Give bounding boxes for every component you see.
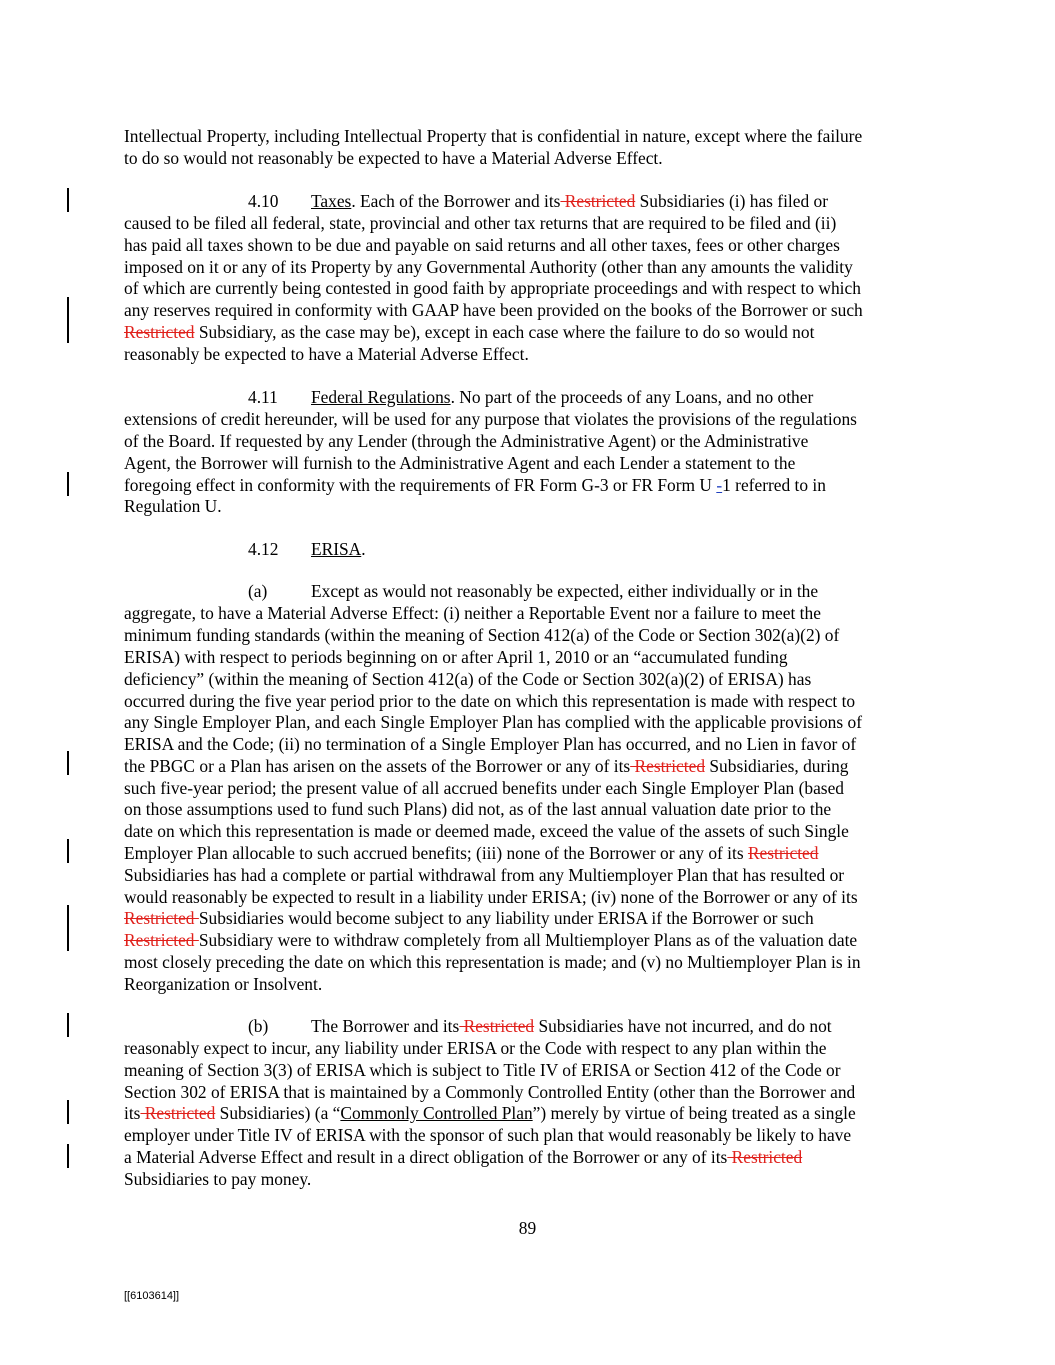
- change-bar: [67, 1013, 69, 1037]
- text-line: [124, 1146, 802, 1168]
- text-line: ERISA) with respect to periods beginning on or after April 1, 2010 or an “accumulated funding: [124, 647, 788, 667]
- page-number: 89: [518, 1218, 537, 1238]
- text-line: reasonably expect to incur, any liability under ERISA or the Code with respect to any plan within the: [124, 1038, 827, 1058]
- deleted-text: Restricted: [560, 191, 636, 211]
- text-line: [124, 929, 857, 951]
- section-4-10-first-line: [248, 190, 828, 212]
- deleted-text: Restricted: [140, 1103, 216, 1123]
- deleted-text: Restricted: [124, 908, 199, 928]
- text-line: [124, 755, 849, 777]
- text-line: [124, 907, 814, 929]
- text-line: on those assumptions used to fund such Plans) did not, as of the last annual valuation date prior to the: [124, 799, 832, 819]
- text-line: minimum funding standards (within the meaning of Section 412(a) of the Code or Section 302(a)(2) of: [124, 625, 840, 645]
- text-line: of which are currently being contested in good faith by appropriate proceedings and with respect to which: [124, 278, 861, 298]
- text-line: Subsidiaries to pay money.: [124, 1169, 312, 1189]
- text-run: Subsidiaries (i) has filed or: [635, 191, 828, 211]
- text-run: Subsidiaries) (a “: [215, 1103, 341, 1123]
- text-line: Section 302 of ERISA that is maintained by a Commonly Controlled Entity (other than the Borrower and: [124, 1082, 856, 1102]
- text-run: . Each of the Borrower and its: [351, 191, 561, 211]
- text-line: most closely preceding the date on which this representation is made; and (v) no Multiemployer Plan is in: [124, 952, 861, 972]
- change-bar: [67, 1100, 69, 1124]
- text-run: ”) merely by virtue of being treated as a single: [532, 1103, 856, 1123]
- text-run: . No part of the proceeds of any Loans, and no other: [450, 387, 814, 407]
- text-line: such five-year period; the present value of all accrued benefits under each Single Employer Plan (based: [124, 778, 844, 798]
- section-4-12-heading-line: [248, 538, 366, 560]
- text-run: a Material Adverse Effect and result in a direct obligation of the Borrower or any of its: [124, 1147, 728, 1167]
- section-4-11-first-line: [248, 386, 813, 408]
- section-number: 4.10: [248, 191, 279, 211]
- text-line: aggregate, to have a Material Adverse Effect: (i) neither a Reportable Event nor a failure to meet the: [124, 603, 821, 623]
- text-line: Regulation U.: [124, 496, 222, 516]
- text-line: ERISA and the Code; (ii) no termination of a Single Employer Plan has occurred, and no Lien in favor of: [124, 734, 857, 754]
- text-line: would reasonably be expected to result in a liability under ERISA; (iv) none of the Borrower or any of its: [124, 887, 858, 907]
- text-run: foregoing effect in conformity with the requirements of FR Form G-3 or FR Form U: [124, 475, 717, 495]
- deleted-text: Restricted: [459, 1016, 535, 1036]
- text-line: Intellectual Property, including Intellectual Property that is confidential in nature, except where the failure: [124, 126, 863, 146]
- subsection-a-first-line: [248, 580, 818, 602]
- change-bar: [67, 839, 69, 863]
- deleted-text: Restricted: [727, 1147, 803, 1167]
- text-line: imposed on it or any of its Property by any Governmental Authority (other than any amounts the validity: [124, 257, 853, 277]
- text-line: any reserves required in conformity with GAAP have been provided on the books of the Borrower or such: [124, 300, 863, 320]
- deleted-text: Restricted: [630, 756, 706, 776]
- text-line: [124, 321, 814, 343]
- text-line: deficiency” (within the meaning of Section 412(a) of the Code or Section 302(a)(2) of ERISA) has: [124, 669, 812, 689]
- deleted-text: Restricted: [747, 843, 819, 863]
- text-run: Subsidiaries have not incurred, and do not: [534, 1016, 832, 1036]
- text-line: has paid all taxes shown to be due and payable on said returns and all other taxes, fees or other charges: [124, 235, 840, 255]
- section-heading: ERISA: [311, 539, 362, 559]
- change-bar: [67, 472, 69, 496]
- text-run: Subsidiaries, during: [705, 756, 849, 776]
- text-line: caused to be filed all federal, state, provincial and other tax returns that are required to be filed and (ii): [124, 213, 837, 233]
- text-run: its: [124, 1103, 141, 1123]
- text-line: any Single Employer Plan, and each Single Employer Plan has complied with the applicable provisions of: [124, 712, 862, 732]
- text-line: [124, 842, 818, 864]
- text-line: [124, 1102, 856, 1124]
- text-line: employer under Title IV of ERISA with the sponsor of such plan that would reasonably be likely to have: [124, 1125, 852, 1145]
- text-run: Subsidiary were to withdraw completely from all Multiemployer Plans as of the valuation date: [198, 930, 858, 950]
- text-run: Except as would not reasonably be expected, either individually or in the: [311, 581, 819, 601]
- document-id: [[6103614]]: [124, 1290, 180, 1302]
- change-bar: [67, 905, 69, 951]
- text-run: Subsidiary, as the case may be), except in each case where the failure to do so would not: [194, 322, 815, 342]
- section-number: 4.11: [248, 387, 278, 407]
- text-line: Subsidiaries has had a complete or partial withdrawal from any Multiemployer Plan that has resulted or: [124, 865, 845, 885]
- text-run: 1 referred to in: [722, 475, 826, 495]
- subsection-label: (a): [248, 581, 268, 601]
- deleted-text: Restricted: [124, 322, 195, 342]
- inserted-text: -: [716, 475, 723, 495]
- section-heading: Federal Regulations: [311, 387, 451, 407]
- text-line: Reorganization or Insolvent.: [124, 974, 323, 994]
- text-line: [124, 474, 826, 496]
- text-run: The Borrower and its: [311, 1016, 460, 1036]
- subsection-b-first-line: [248, 1015, 832, 1037]
- change-bar: [67, 297, 69, 343]
- text-run: the PBGC or a Plan has arisen on the assets of the Borrower or any of its: [124, 756, 631, 776]
- text-line: date on which this representation is made or deemed made, exceed the value of the assets of such Single: [124, 821, 849, 841]
- text-line: of the Board. If requested by any Lender (through the Administrative Agent) or the Administrative: [124, 431, 809, 451]
- section-number: 4.12: [248, 539, 279, 559]
- text-line: Agent, the Borrower will furnish to the Administrative Agent and each Lender a statement to the: [124, 453, 796, 473]
- section-heading: Taxes: [311, 191, 352, 211]
- change-bar: [67, 1144, 69, 1168]
- change-bar: [67, 188, 69, 212]
- subsection-label: (b): [248, 1016, 269, 1036]
- change-bar: [67, 751, 69, 775]
- text-run: Subsidiaries would become subject to any liability under ERISA if the Borrower or such: [198, 908, 814, 928]
- defined-term: Commonly Controlled Plan: [340, 1103, 533, 1123]
- text-run: Employer Plan allocable to such accrued benefits; (iii) none of the Borrower or any of its: [124, 843, 748, 863]
- text-run: .: [361, 539, 366, 559]
- text-line: meaning of Section 3(3) of ERISA which is subject to Title IV of ERISA or Section 412 of the Code or: [124, 1060, 841, 1080]
- text-line: occurred during the five year period prior to the date on which this representation is made with respect to: [124, 691, 856, 711]
- text-line: reasonably be expected to have a Material Adverse Effect.: [124, 344, 529, 364]
- deleted-text: Restricted: [124, 930, 199, 950]
- text-line: extensions of credit hereunder, will be used for any purpose that violates the provisions of the regulations: [124, 409, 857, 429]
- text-line: to do so would not reasonably be expected to have a Material Adverse Effect.: [124, 148, 663, 168]
